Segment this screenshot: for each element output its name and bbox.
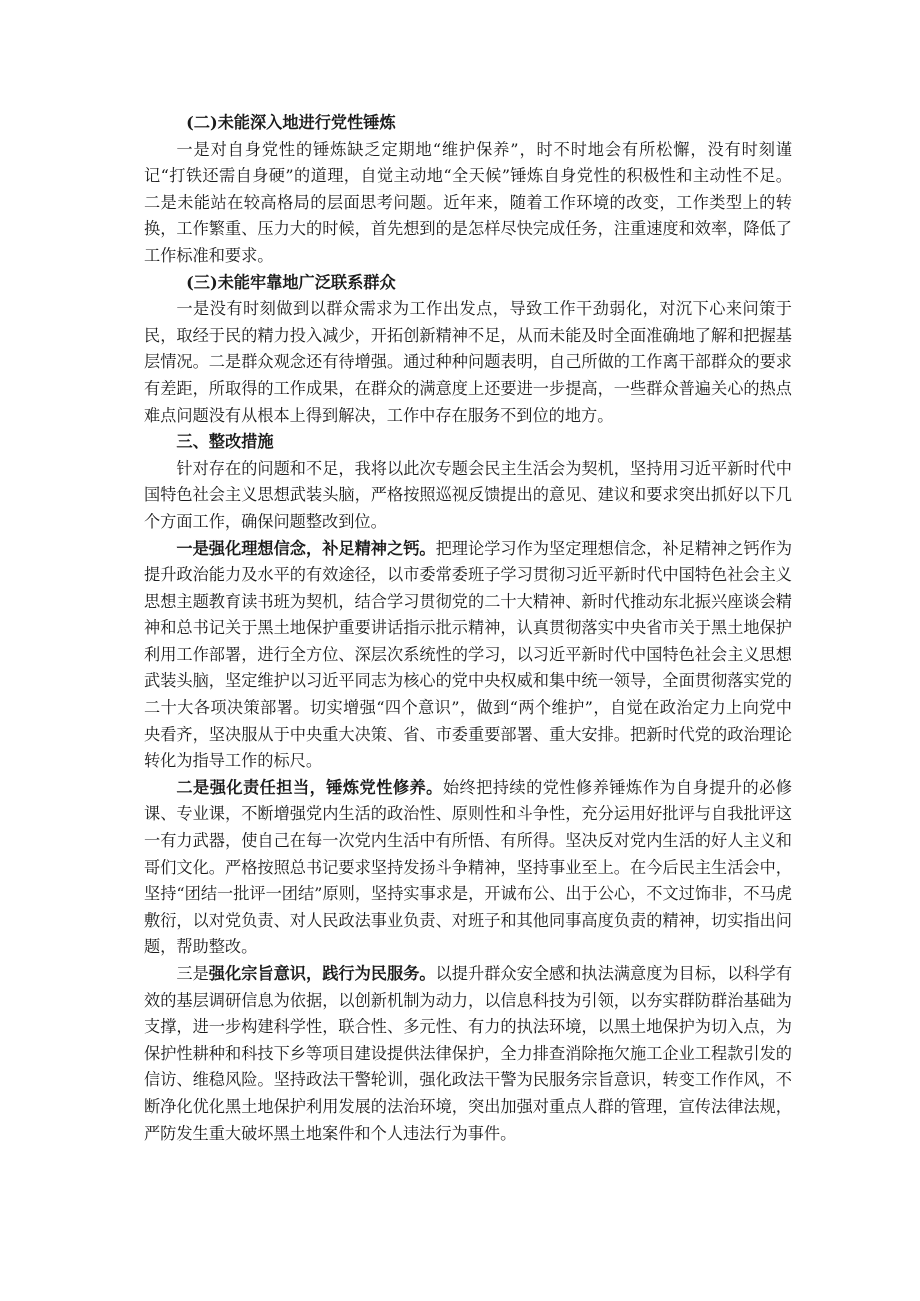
measure-item-1-lead: 一是强化理想信念，补足精神之钙。 (176, 538, 436, 558)
measure-item-2-lead: 二是强化责任担当，锤炼党性修养。 (176, 777, 443, 797)
document-page (144, 110, 792, 1147)
measure-item-3-lead-plain: 三是 (176, 964, 209, 983)
measures-heading: 三、整改措施 (176, 432, 274, 452)
measures-intro: 针对存在的问题和不足，我将以此次专题会民主生活会为契机，坚持用习近平新时代中国特色社会主义思想武装头脑，严格按照巡视反馈提出的意见、建议和要求突出抓好以下几个方面工作，确保问题整改到位。 (144, 458, 792, 531)
measure-item-3-body: 以提升群众安全感和执法满意度为目标，以科学有效的基层调研信息为依据，以创新机制为动力，以信息科技为引领，以夯实群防群治基础为支撑，进一步构建科学性，联合性、多元性、有力的执法环境，以黑土地保护为切入点，为保护性耕种和科技下乡等项目建设提供法律保护，全力排查消除拖欠施工企业工程款引发的信访、维稳风险。坚持政法干警轮训，强化政法干警为民服务宗旨意识，转变工作作风，不断净化优化黑土地保护利用发展的法治环境，突出加强对重点人群的管理，宣传法律法规，严防发生重大破坏黑土地案件和个人违法行为事件。 (144, 964, 793, 1143)
measure-item-3-lead: 强化宗旨意识，践行为民服务。 (208, 964, 436, 983)
measure-item-1-body: 把理论学习作为坚定理想信念，补足精神之钙作为提升政治能力及水平的有效途径，以市委常委班子学习贯彻习近平新时代中国特色社会主义思想主题教育读书班为契机，结合学习贯彻党的二十大精神、新时代推动东北振兴座谈会精神和总书记关于黑土地保护重要讲话指示批示精神，认真贯彻落实中央省市关于黑土地保护利用工作部署，进行全方位、深层次系统性的学习，以习近平新时代中国特色社会主义思想武装头脑，坚定维护以习近平同志为核心的党中央权威和集中统一领导，全面贯彻落实党的二十大各项决策部署。切实增强“四个意识”，做到“两个维护”，自觉在政治定力上向党中央看齐，坚决服从于中央重大决策、省、市委重要部署、重大安排。把新时代党的政治理论转化为指导工作的标尺。 (144, 538, 793, 771)
measure-item-1 (144, 536, 792, 775)
section-body-3: 一是没有时刻做到以群众需求为工作出发点，导致工作干劲弱化，对沉下心来问策于民，取经于民的精力投入减少，开拓创新精神不足，从而未能及时全面准确地了解和把握基层情况。二是群众观念还有待增强。通过种种问题表明，自己所做的工作离干部群众的要求有差距，所取得的工作成果，在群众的满意度上还要进一步提高，一些群众普遍关心的热点难点问题没有从根本上得到解决，工作中存在服务不到位的地方。 (144, 299, 792, 425)
measure-item-2 (144, 775, 792, 961)
section-body-2: 一是对自身党性的锤炼缺乏定期地“维护保养”，时不时地会有所松懈，没有时刻谨记“打铁还需自身硬”的道理，自觉主动地“全天候”锤炼自身党性的积极性和主动性不足。二是未能站在较高格局的层面思考问题。近年来，随着工作环境的改变，工作类型上的转换，工作繁重、压力大的时候，首先想到的是怎样尽快完成任务，注重速度和效率，降低了工作标准和要求。 (144, 139, 792, 265)
measure-item-3 (144, 961, 792, 1147)
section-heading-2: (二)未能深入地进行党性锤炼 (186, 113, 396, 132)
measure-item-2-body: 始终把持续的党性修养锤炼作为自身提升的必修课、专业课，不断增强党内生活的政治性、原则性和斗争性，充分运用好批评与自我批评这一有力武器，使自己在每一次党内生活中有所悟、有所得。坚决反对党内生活的好人主义和哥们文化。严格按照总书记要求坚持发扬斗争精神，坚持事业至上。在今后民主生活会中，坚持“团结一批评一团结”原则，坚持实事求是，开诚布公、出于公心，不文过饰非，不马虎敷衍，以对党负责、对人民政法事业负责、对班子和其他同事高度负责的精神，切实指出问题，帮助整改。 (144, 777, 793, 957)
section-heading-3: (三)未能牢靠地广泛联系群众 (186, 272, 396, 292)
